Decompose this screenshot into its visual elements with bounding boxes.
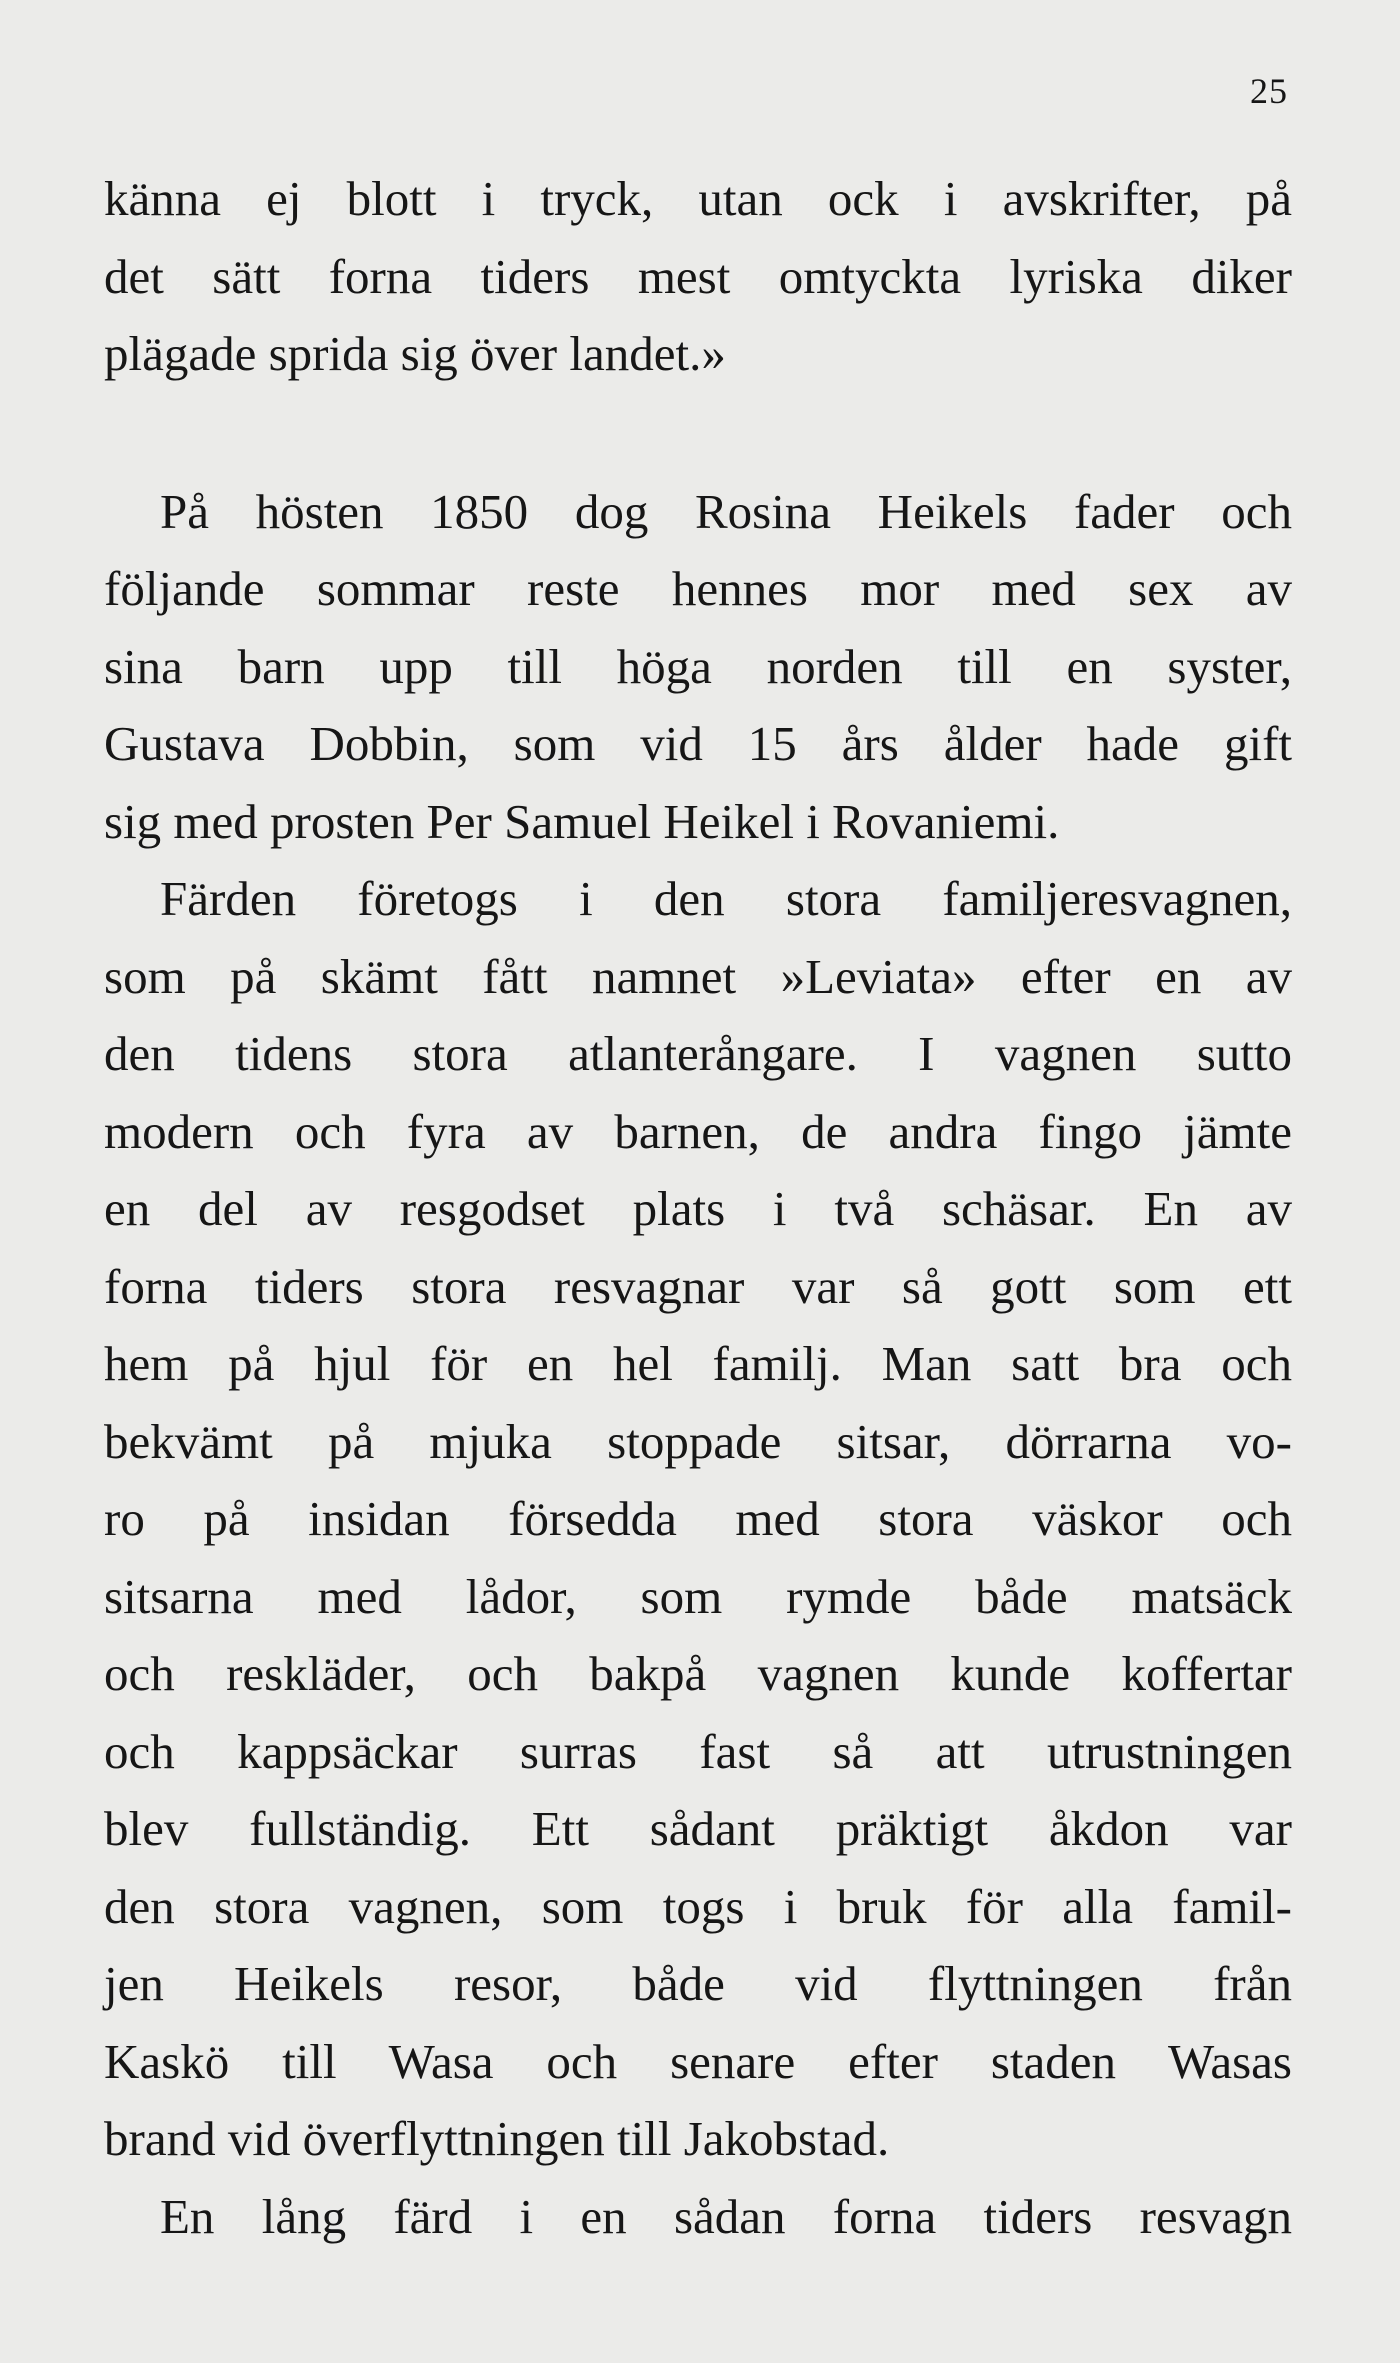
text-line: brand vid överflyttningen till Jakobstad. — [104, 2111, 890, 2166]
text-line: och reskläder, och bakpå vagnen kunde koffertar — [104, 1646, 1292, 1701]
text-line: en del av resgodset plats i två schäsar. En av — [104, 1181, 1292, 1236]
text-line: det sätt forna tiders mest omtyckta lyriska diker — [104, 248, 1292, 304]
text-line: bekvämt på mjuka stoppade sitsar, dörrarna vo- — [104, 1413, 1292, 1469]
text-line: Gustava Dobbin, som vid 15 års ålder hade gift — [104, 716, 1292, 771]
text-line: sig med prosten Per Samuel Heikel i Rovaniemi. — [104, 793, 1060, 849]
paragraph-3 — [104, 860, 1292, 2178]
text-line: den tidens stora atlanterångare. I vagnen sutto — [104, 1026, 1292, 1081]
page-number: 25 — [1250, 71, 1288, 111]
text-line: följande sommar reste hennes mor med sex av — [104, 561, 1292, 616]
text-line: modern och fyra av barnen, de andra fingo jämte — [104, 1103, 1292, 1159]
text-line: Färden företogs i den stora familjeresvagnen, — [160, 871, 1292, 926]
text-line: plägade sprida sig över landet.» — [104, 326, 726, 381]
text-line: hem på hjul för en hel familj. Man satt bra och — [104, 1336, 1292, 1391]
text-line: På hösten 1850 dog Rosina Heikels fader och — [160, 483, 1292, 539]
text-line: som på skämt fått namnet »Leviata» efter en av — [104, 948, 1292, 1004]
body-text — [104, 160, 1292, 2255]
text-line: sina barn upp till höga norden till en syster, — [104, 638, 1292, 694]
text-line: forna tiders stora resvagnar var så gott som ett — [104, 1258, 1292, 1314]
text-line: Kaskö till Wasa och senare efter staden Wasas — [104, 2033, 1292, 2089]
paragraph-gap — [104, 393, 1292, 473]
paragraph-4 — [104, 2178, 1292, 2256]
text-line: känna ej blott i tryck, utan ock i avskrifter, på — [104, 171, 1292, 226]
paragraph-1 — [104, 160, 1292, 393]
text-line: och kappsäckar surras fast så att utrustningen — [104, 1723, 1292, 1779]
text-line: den stora vagnen, som togs i bruk för alla famil- — [104, 1878, 1292, 1934]
text-line: ro på insidan försedda med stora väskor och — [104, 1491, 1292, 1546]
text-line: jen Heikels resor, både vid flyttningen från — [104, 1956, 1292, 2011]
text-line: En lång färd i en sådan forna tiders resvagn — [160, 2188, 1292, 2244]
text-line: blev fullständig. Ett sådant präktigt åkdon var — [104, 1801, 1292, 1856]
paragraph-2 — [104, 473, 1292, 861]
text-line: sitsarna med lådor, som rymde både matsäck — [104, 1568, 1292, 1624]
